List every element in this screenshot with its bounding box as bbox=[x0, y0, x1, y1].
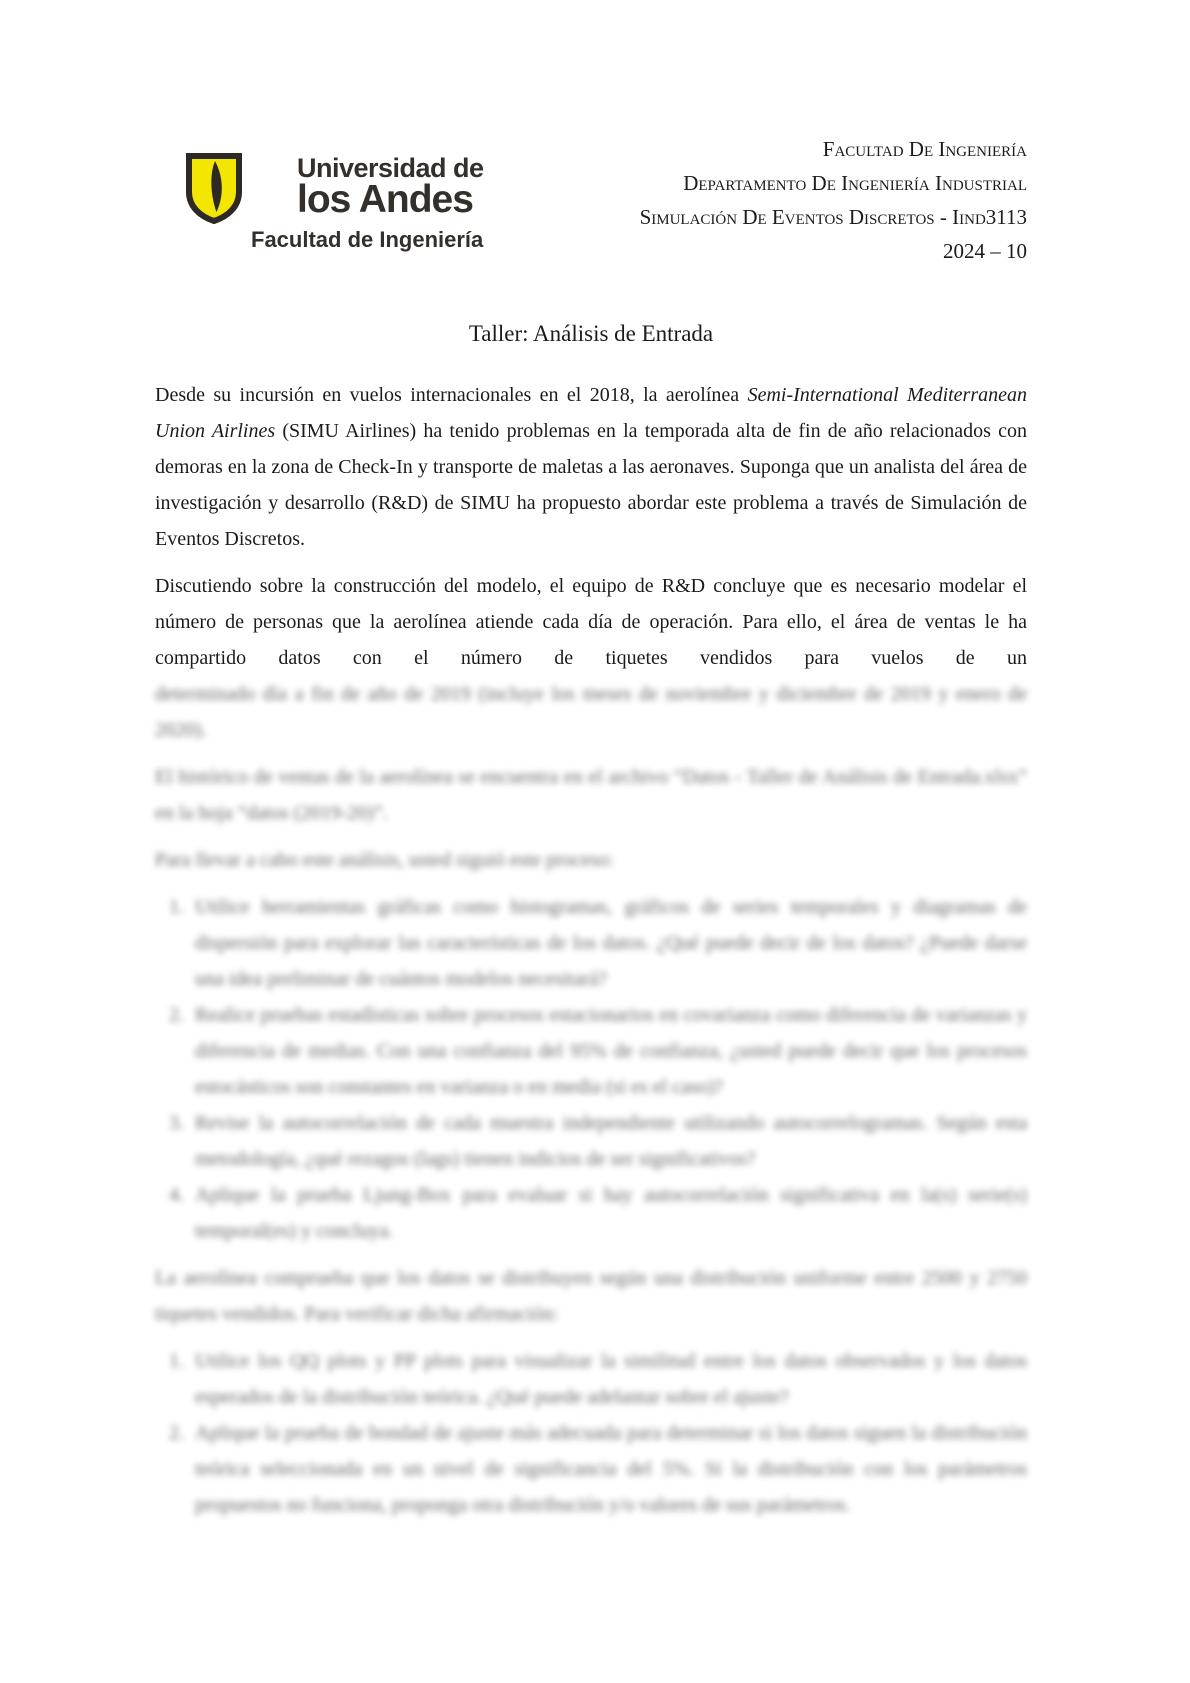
logo-faculty-label: Facultad de Ingeniería bbox=[251, 227, 484, 252]
list-item-text: Utilice herramientas gráficas como histogramas, gráficos de series temporales y diagramas de dispersión para explorar las características de los datos. ¿Qué puede decir de los datos? ¿Puede darse una idea preliminar de cuántos modelos necesitará? bbox=[195, 896, 1027, 990]
list-item bbox=[155, 1343, 1027, 1415]
document-title: Taller: Análisis de Entrada bbox=[468, 321, 714, 346]
paragraph-data-description bbox=[155, 568, 1027, 748]
list-item bbox=[155, 1105, 1027, 1177]
list-item bbox=[155, 889, 1027, 997]
paragraph-intro bbox=[155, 377, 1027, 557]
university-logo bbox=[185, 150, 485, 250]
document-body bbox=[155, 316, 1027, 1534]
text-run: Desde su incursión en vuelos internacionales en el 2018, la aerolínea bbox=[155, 384, 748, 406]
list-item-text: Realice pruebas estadísticas sobre procesos estacionarios en covarianza como diferencia de varianzas y diferencia de medias. Con una confianza del 95% de confianza, ¿usted puede decir que los procesos estocásticos son constantes en varianza o en media (si es el caso)? bbox=[195, 1004, 1027, 1098]
list-item-number: 3. bbox=[169, 1112, 184, 1134]
uniandes-shield-icon bbox=[185, 152, 243, 224]
list-item-text: Aplique la prueba de bondad de ajuste más adecuada para determinar si los datos siguen la distribución teórica seleccionada en un nivel de significancia del 5%. Si la distribución con los parámetros propuestos no funciona, proponga otra distribución y/o valores de sus parámetros. bbox=[195, 1422, 1027, 1516]
list-item-number: 1. bbox=[169, 1350, 184, 1372]
logo-wordmark bbox=[297, 153, 484, 221]
paragraph-distribution-blurred: La aerolínea comprueba que los datos se distribuyen según una distribución uniforme entre 2500 y 2750 tiquetes vendidos. Para verificar dicha afirmación: bbox=[155, 1267, 1027, 1325]
numbered-list-goodness-of-fit bbox=[155, 1343, 1027, 1523]
course-header-course: Simulación De Eventos Discretos - Iind3113 bbox=[639, 205, 1027, 229]
course-header-term: 2024 – 10 bbox=[943, 239, 1027, 263]
paragraph-file-info-blurred: El histórico de ventas de la aerolínea se encuentra en el archivo “Datos - Taller de Análisis de Entrada.xlsx” en la hoja “datos (2019-20)”. bbox=[155, 766, 1027, 824]
course-header bbox=[640, 132, 1027, 268]
course-header-faculty: Facultad De Ingeniería bbox=[822, 137, 1027, 161]
list-item-number: 2. bbox=[169, 1004, 184, 1026]
list-item bbox=[155, 1415, 1027, 1523]
numbered-list-analysis bbox=[155, 889, 1027, 1249]
text-run-italic: Semi-International Mediterranean Union Airlines bbox=[155, 384, 1027, 442]
list-item-text: Utilice los QQ plots y PP plots para visualizar la similitud entre los datos observados y los datos esperados de la distribución teórica. ¿Qué puede adelantar sobre el ajuste? bbox=[195, 1350, 1027, 1408]
text-clear: Discutiendo sobre la construcción del modelo, el equipo de R&D concluye que es necesario modelar el número de personas que la aerolínea atiende cada día de operación. Para ello, el área de ventas le ha compartido datos con el número de tiquetes vendidos para vuelos de un bbox=[155, 575, 1027, 669]
text-blurred: determinado día a fin de año de 2019 (incluye los meses de noviembre y diciembre de 2019 y enero de 2020). bbox=[155, 683, 1027, 741]
list-item-number: 2. bbox=[169, 1422, 184, 1444]
list-item bbox=[155, 1177, 1027, 1249]
list-item-number: 4. bbox=[169, 1184, 184, 1206]
paragraph-process-intro-blurred: Para llevar a cabo este análisis, usted siguió este proceso: bbox=[155, 849, 614, 871]
course-header-department: Departamento De Ingeniería Industrial bbox=[683, 171, 1027, 195]
logo-line1: Universidad de bbox=[297, 153, 484, 183]
text-run: (SIMU Airlines) ha tenido problemas en la temporada alta de fin de año relacionados con demoras en la zona de Check-In y transporte de maletas a las aeronaves. Suponga que un analista del área de investigación y desarrollo (R&D) de SIMU ha propuesto abordar este problema a través de Simulación de Eventos Discretos. bbox=[155, 420, 1028, 550]
logo-line2: los Andes bbox=[297, 178, 473, 221]
list-item-text: Aplique la prueba Ljung-Box para evaluar si hay autocorrelación significativa en la(s) serie(s) temporal(es) y concluya. bbox=[195, 1184, 1027, 1242]
list-item-text: Revise la autocorrelación de cada muestra independiente utilizando autocorrelogramas. Según esta metodología, ¿qué rezagos (lags) tienen indicios de ser significativos? bbox=[195, 1112, 1027, 1170]
list-item bbox=[155, 997, 1027, 1105]
list-item-number: 1. bbox=[169, 896, 184, 918]
